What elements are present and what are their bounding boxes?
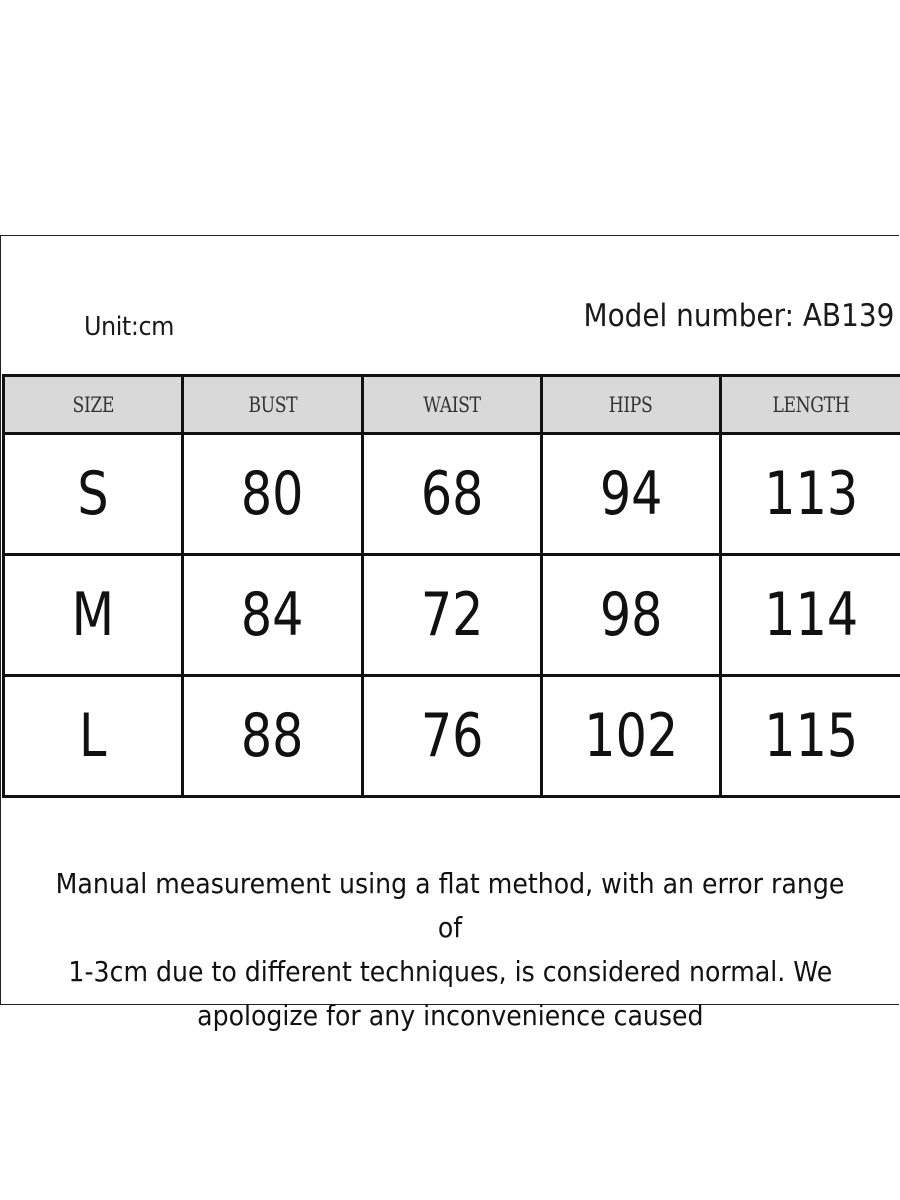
column-header-waist: WAIST xyxy=(362,376,541,434)
column-header-length: LENGTH xyxy=(721,376,900,434)
unit-label: Unit:cm xyxy=(84,312,174,342)
cell-length: 113 xyxy=(721,434,900,555)
note-line: Manual measurement using a flat method, with an error range of xyxy=(55,867,845,944)
note-line: 1-3cm due to different techniques, is considered normal. We xyxy=(68,955,832,988)
table-header-row xyxy=(4,376,900,434)
cell-hips: 102 xyxy=(541,676,720,797)
cell-size: L xyxy=(4,676,183,797)
cell-size: M xyxy=(4,555,183,676)
cell-bust: 80 xyxy=(183,434,362,555)
column-header-hips: HIPS xyxy=(541,376,720,434)
table-row xyxy=(4,434,900,555)
table-row xyxy=(4,676,900,797)
cell-size: S xyxy=(4,434,183,555)
measurement-note xyxy=(0,862,900,1038)
cell-bust: 84 xyxy=(183,555,362,676)
cell-hips: 98 xyxy=(541,555,720,676)
cell-length: 115 xyxy=(721,676,900,797)
cell-length: 114 xyxy=(721,555,900,676)
note-line: apologize for any inconvenience caused xyxy=(196,999,704,1032)
cell-waist: 68 xyxy=(362,434,541,555)
cell-waist: 72 xyxy=(362,555,541,676)
cell-hips: 94 xyxy=(541,434,720,555)
size-table xyxy=(2,374,900,798)
column-header-bust: BUST xyxy=(183,376,362,434)
cell-bust: 88 xyxy=(183,676,362,797)
table-row xyxy=(4,555,900,676)
cell-waist: 76 xyxy=(362,676,541,797)
column-header-size: SIZE xyxy=(4,376,183,434)
model-number: Model number: AB139 xyxy=(583,298,894,334)
